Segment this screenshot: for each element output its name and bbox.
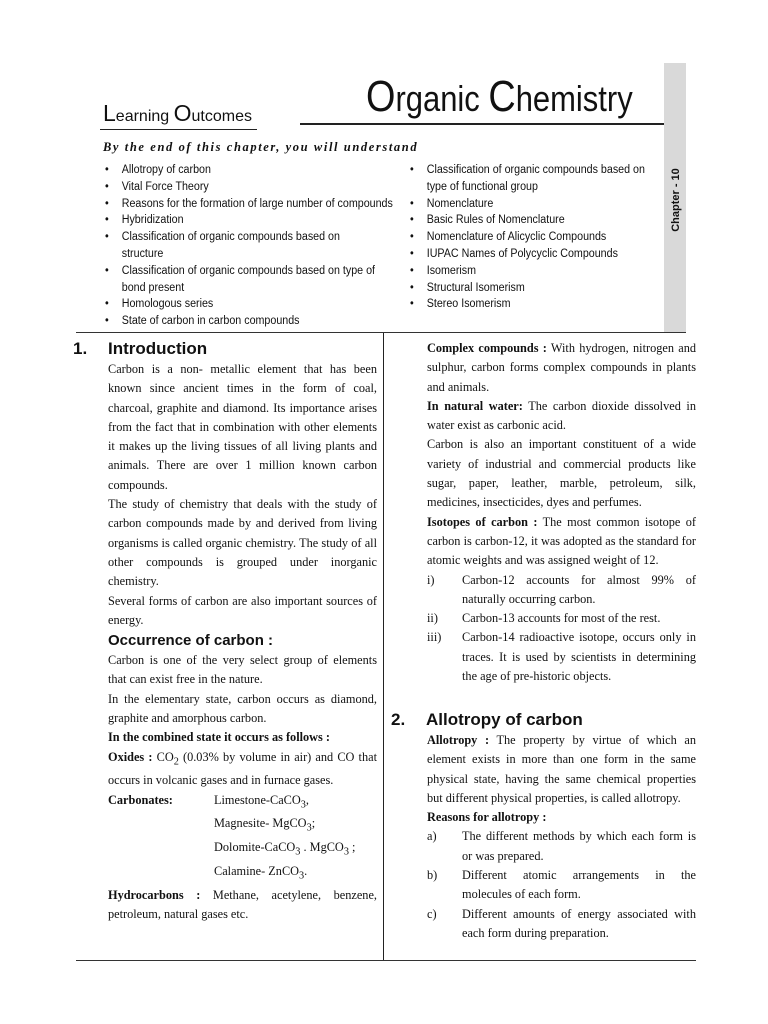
natural-water-entry: In natural water: The carbon dioxide dissolved in water exist as carbonic acid. [427, 398, 696, 433]
header-divider [76, 332, 686, 333]
list-item: ii) Carbon-13 accounts for most of the rest. [427, 611, 661, 626]
occurrence-combined-heading: In the combined state it occurs as follows : [108, 730, 331, 745]
list-item: • Allotropy of carbon [105, 162, 403, 179]
list-item: • Reasons for the formation of large number of compounds [105, 196, 403, 213]
list-item: • Classification of organic compounds based on type of bond present [105, 263, 391, 297]
title-underline [300, 123, 664, 125]
chapter-label: Chapter - 10 [670, 168, 683, 232]
constituent-paragraph: Carbon is also an important constituent of a wide variety of industrial and commercial products like sugar, paper, leather, marble, petroleum, silk, medicines, insecticides, dyes and perfumes. [427, 437, 696, 510]
list-item: a) The different methods by which each form is or was prepared. [427, 829, 696, 863]
intro-paragraph: Carbon is a non- metallic element that has been known since ancient times in the form of coal, charcoal, graphite and diamond. Its importance arises from the fact that in combination with other elements it makes up the living tissues of all living plants and animals. There are over 1 million known carbon compounds. [108, 362, 377, 492]
section-heading-introduction: 1. Introduction [73, 339, 208, 358]
learning-outcomes-heading: Learning Outcomes [103, 100, 252, 126]
occurrence-heading: Occurrence of carbon : [108, 632, 274, 650]
list-item: • IUPAC Names of Polycyclic Compounds [410, 246, 661, 263]
allotropy-definition: Allotropy : The property by virtue of which an element exists in more than one form in the same physical state, having the same chemical properties but different physical properties, is called allotropy. [427, 733, 696, 805]
outcomes-intro-line: By the end of this chapter, you will understand [103, 140, 419, 154]
right-column-body [427, 339, 696, 686]
chapter-title: Organic Chemistry [366, 72, 633, 121]
left-column-body [108, 360, 377, 924]
reasons-list [427, 827, 696, 943]
list-item: • Vital Force Theory [105, 179, 403, 196]
allotropy-body [427, 731, 696, 943]
intro-paragraph: The study of chemistry that deals with the study of carbon compounds made by and derived from living organisms is called organic chemistry. The study of all other compounds is grouped under inorganic chemistry. [108, 497, 377, 589]
isotopes-entry: Isotopes of carbon : The most common isotope of carbon is carbon-12, it was adopted as the standard for atomic weights and was assigned weight of 12. [427, 514, 697, 568]
list-item: • Hybridization [105, 212, 403, 229]
outcomes-list-right [410, 162, 661, 313]
footer-divider [76, 960, 696, 961]
carbonate-item: Dolomite-CaCO$_3$ . MgCO$_3$ ; [214, 840, 356, 858]
column-divider [383, 333, 384, 960]
complex-compounds-entry: Complex compounds : With hydrogen, nitrogen and sulphur, carbon forms complex compounds in plants and animals. [427, 341, 696, 394]
list-item: • Homologous series [105, 296, 403, 313]
list-item: • Classification of organic compounds based on type of functional group [410, 162, 661, 196]
intro-paragraph: Several forms of carbon are also important sources of energy. [108, 593, 377, 627]
carbonate-item: Limestone-CaCO$_3$, [214, 792, 309, 811]
list-item: • Basic Rules of Nomenclature [410, 212, 661, 229]
outcomes-list-left [105, 162, 403, 330]
list-item: b) Different atomic arrangements in the molecules of each form. [427, 868, 696, 902]
list-item: • Nomenclature [410, 196, 661, 213]
carbonates-entry: Carbonates: Limestone-CaCO$_3$, Magnesite- MgCO$_3$; Dolomite-CaCO$_3$ . MgCO$_3$ ; Calamine- ZnCO$_3$. [108, 791, 377, 886]
list-item: • Nomenclature of Alicyclic Compounds [410, 229, 661, 246]
list-item: iii) Carbon-14 radioactive isotope, occurs only in traces. It is used by scientists in determining the age of pre-historic objects. [427, 630, 696, 684]
list-item: • State of carbon in carbon compounds [105, 313, 403, 330]
list-item: • Structural Isomerism [410, 280, 661, 297]
oxides-entry: Oxides : $CO_2$ (0.03% by volume in air) and CO that occurs in volcanic gases and in furnace gases. [108, 749, 377, 788]
reasons-heading: Reasons for allotropy : [427, 810, 547, 825]
carbonate-item: Calamine- ZnCO$_3$. [214, 863, 308, 882]
list-item: • Stereo Isomerism [410, 296, 661, 313]
list-item: • Classification of organic compounds based on structure [105, 229, 345, 263]
list-item: c) Different amounts of energy associated with each form during preparation. [427, 906, 696, 940]
occurrence-paragraph: In the elementary state, carbon occurs as diamond, graphite and amorphous carbon. [108, 691, 377, 726]
carbonate-item: Magnesite- MgCO$_3$; [214, 816, 316, 834]
list-item: i) Carbon-12 accounts for almost 99% of naturally occurring carbon. [427, 572, 696, 606]
hydrocarbons-entry: Hydrocarbons : Methane, acetylene, benzene, petroleum, natural gases etc. [108, 887, 377, 921]
learning-outcomes-underline [100, 129, 257, 130]
isotope-list [427, 571, 696, 687]
list-item: • Isomerism [410, 263, 661, 280]
occurrence-paragraph: Carbon is one of the very select group of elements that can exist free in the nature. [108, 653, 377, 687]
section-heading-allotropy: 2. Allotropy of carbon [391, 710, 583, 729]
